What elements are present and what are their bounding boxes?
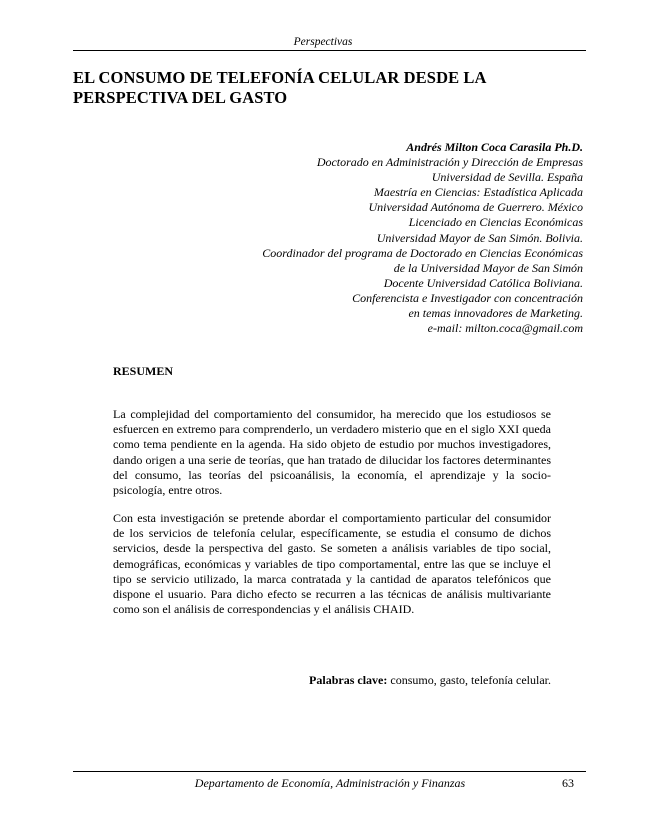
author-name: Andrés Milton Coca Carasila Ph.D.: [406, 140, 583, 154]
affiliation-line: Docente Universidad Católica Boliviana.: [383, 275, 583, 290]
keywords-value: consumo, gasto, telefonía celular.: [387, 673, 551, 687]
abstract-paragraph: La complejidad del comportamiento del consumidor, ha merecido que los estudiosos se esfuercen en extremo para comprenderlo, un verdadero misterio que en el siglo XXI queda como tema pendiente en la agenda. Ha sido objeto de estudio por muchos investigadores, dando origen a una serie de teorías, que han tratado de dilucidar los factores determinantes del consumo, las teorías del psicoanálisis, la economía, el aprendizaje y la socio-psicología, entre otros.: [113, 407, 551, 498]
affiliation-line: Licenciado en Ciencias Económicas: [408, 215, 583, 230]
running-header: Perspectivas: [293, 36, 353, 48]
affiliation-line: Maestría en Ciencias: Estadística Aplicada: [373, 185, 583, 200]
author-email: e-mail: milton.coca@gmail.com: [427, 321, 583, 336]
affiliation-line: Universidad de Sevilla. España: [431, 170, 583, 185]
abstract-heading: RESUMEN: [113, 364, 174, 378]
page-number: 63: [562, 776, 574, 790]
keywords-label: Palabras clave:: [309, 673, 388, 687]
affiliation-line: Conferencista e Investigador con concentración: [352, 290, 583, 305]
affiliation-line: Doctorado en Administración y Dirección de Empresas: [316, 155, 583, 170]
affiliation-line: Universidad Mayor de San Simón. Bolivia.: [376, 230, 583, 245]
title-line: EL CONSUMO DE TELEFONÍA CELULAR DESDE LA: [73, 68, 487, 87]
affiliation-line: Coordinador del programa de Doctorado en Ciencias Económicas: [262, 245, 583, 260]
affiliation-line: de la Universidad Mayor de San Simón: [393, 260, 583, 275]
article-title: [73, 68, 593, 108]
footer-rule: [73, 771, 586, 772]
keywords: [113, 673, 551, 688]
header-rule: [73, 50, 586, 51]
affiliation-line: Universidad Autónoma de Guerrero. México: [368, 200, 583, 215]
author-block: [163, 140, 583, 336]
footer-department: Departamento de Economía, Administración y Finanzas: [194, 776, 466, 790]
abstract-paragraph: Con esta investigación se pretende abordar el comportamiento particular del consumidor de los servicios de telefonía celular, específicamente, se estudia el consumo de dichos servicios, desde la perspectiva del gasto. Se someten a análisis variables de tipo social, demográficas, económicas y variables de tipo comportamental, entre las que se incluye el tipo se servicio utilizado, la marca contratada y la cantidad de aparatos telefónicos que dispone el usuario. Para dicho efecto se recurren a las técnicas de análisis multivariante como son el análisis de correspondencias y el análisis CHAID.: [113, 511, 551, 617]
title-line: PERSPECTIVA DEL GASTO: [73, 88, 288, 107]
affiliation-line: en temas innovadores de Marketing.: [408, 306, 583, 321]
